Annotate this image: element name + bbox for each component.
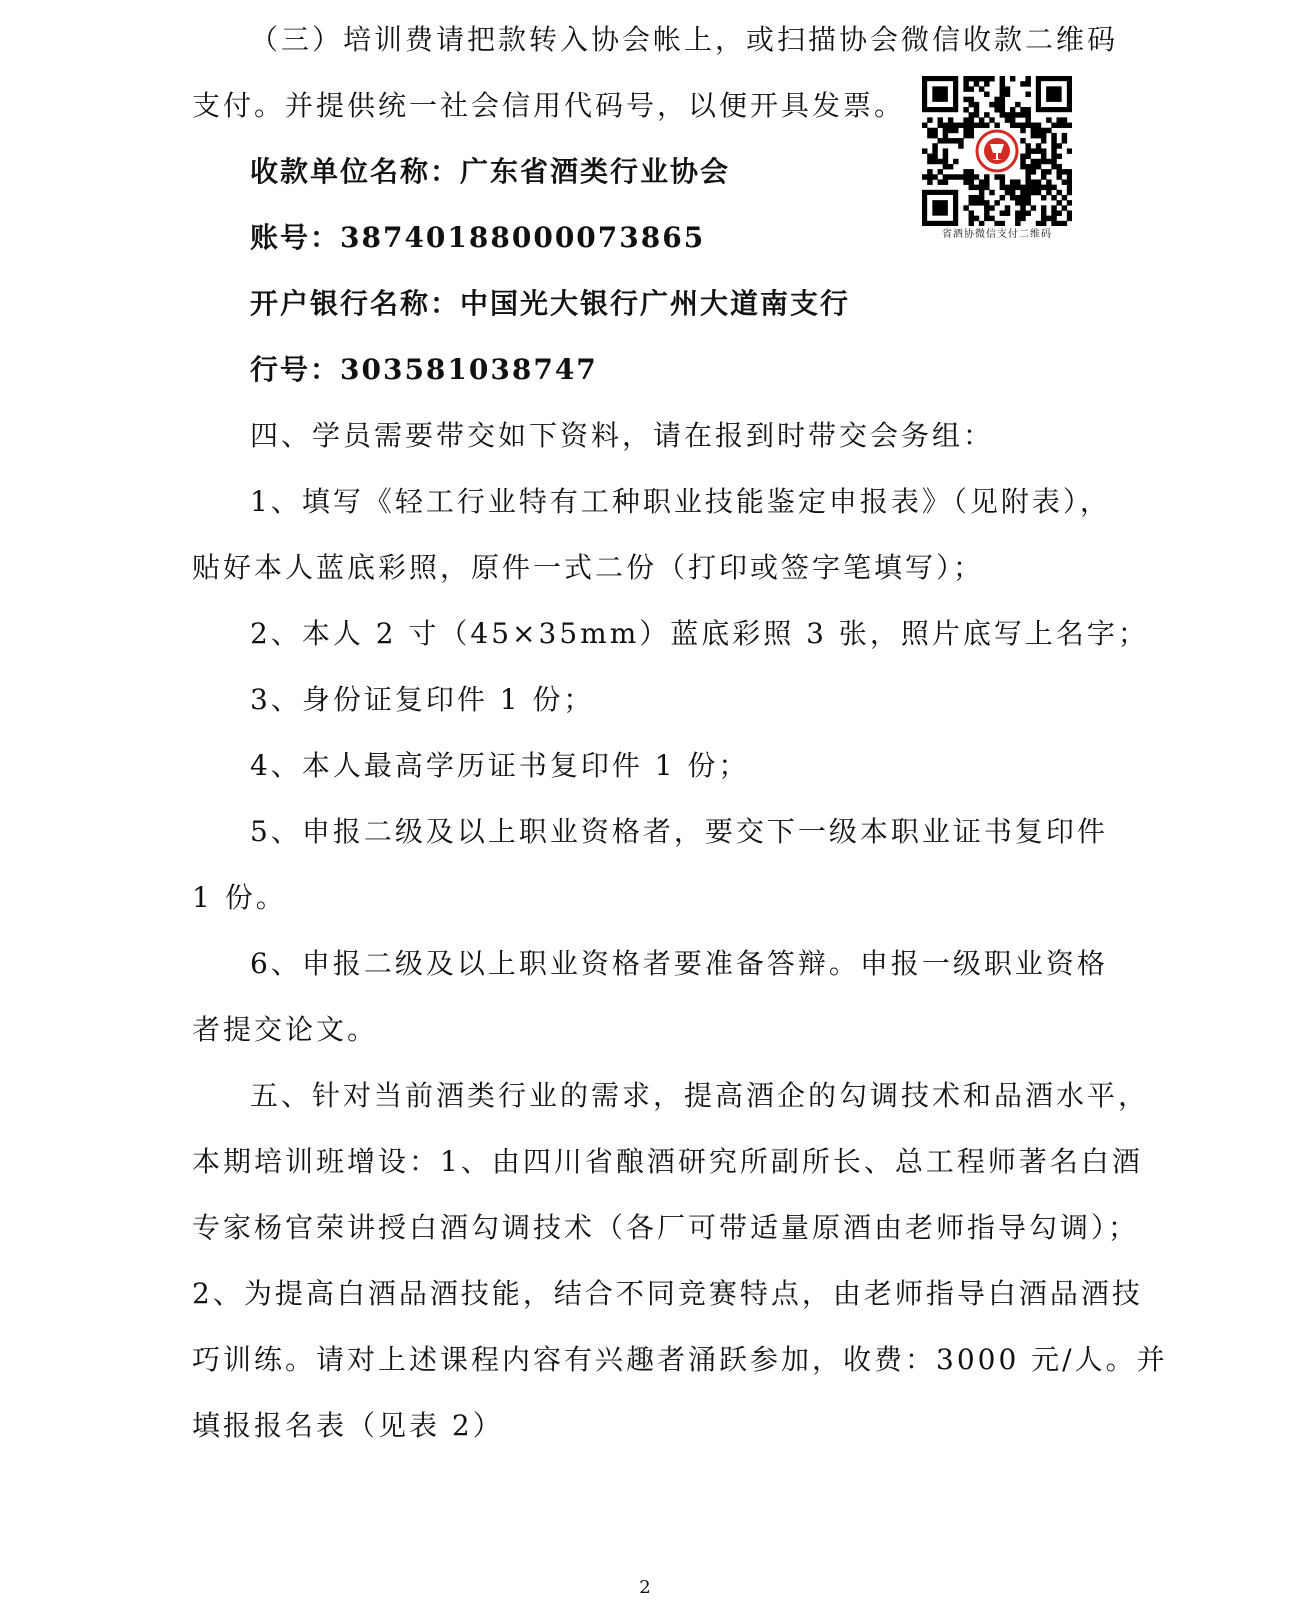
courses-line-5: 巧训练。请对上述课程内容有兴趣者涌跃参加，收费：3000 元/人。并 — [192, 1343, 1168, 1376]
courses-line-3: 专家杨官荣讲授白酒勾调技术（各厂可带适量原酒由老师指导勾调）； — [192, 1211, 1140, 1244]
materials-item-1-line-2: 贴好本人蓝底彩照，原件一式二份（打印或签字笔填写）； — [192, 551, 985, 584]
qr-code-icon — [922, 76, 1072, 226]
bank-code: 行号：303581038747 — [250, 353, 598, 386]
courses-line-1: 五、针对当前酒类行业的需求，提高酒企的勾调技术和品酒水平， — [250, 1079, 1150, 1112]
payee-name: 收款单位名称：广东省酒类行业协会 — [250, 155, 731, 188]
courses-line-2: 本期培训班增设：1、由四川省酿酒研究所副所长、总工程师著名白酒 — [192, 1145, 1143, 1178]
qr-caption: 省酒协微信支付二维码 — [942, 229, 1052, 240]
materials-item-5-line-1: 5、申报二级及以上职业资格者，要交下一级本职业证书复印件 — [250, 815, 1108, 848]
courses-line-4: 2、为提高白酒品酒技能，结合不同竞赛特点，由老师指导白酒品酒技 — [192, 1277, 1143, 1310]
materials-heading: 四、学员需要带交如下资料，请在报到时带交会务组： — [250, 419, 995, 452]
materials-item-4: 4、本人最高学历证书复印件 1 份； — [250, 749, 750, 782]
materials-item-3: 3、身份证复印件 1 份； — [250, 683, 595, 716]
account-number: 账号：38740188000073865 — [250, 221, 706, 254]
materials-item-1-line-1: 1、填写《轻工行业特有工种职业技能鉴定申报表》（见附表）， — [250, 485, 1111, 518]
bank-name: 开户银行名称：中国光大银行广州大道南支行 — [250, 287, 851, 320]
materials-item-6-line-1: 6、申报二级及以上职业资格者要准备答辩。申报一级职业资格 — [250, 947, 1108, 980]
payment-paragraph-line-2: 支付。并提供统一社会信用代码号，以便开具发票。 — [192, 89, 906, 122]
page-number: 2 — [639, 1577, 651, 1598]
qr-code-block — [922, 76, 1072, 241]
materials-item-5-line-2: 1 份。 — [192, 881, 287, 914]
materials-item-6-line-2: 者提交论文。 — [192, 1013, 379, 1046]
materials-item-2: 2、本人 2 寸（45×35mm）蓝底彩照 3 张，照片底写上名字； — [250, 617, 1149, 650]
courses-line-6: 填报报名表（见表 2） — [192, 1409, 504, 1442]
payment-paragraph-line-1: （三）培训费请把款转入协会帐上，或扫描协会微信收款二维码 — [250, 23, 1119, 56]
